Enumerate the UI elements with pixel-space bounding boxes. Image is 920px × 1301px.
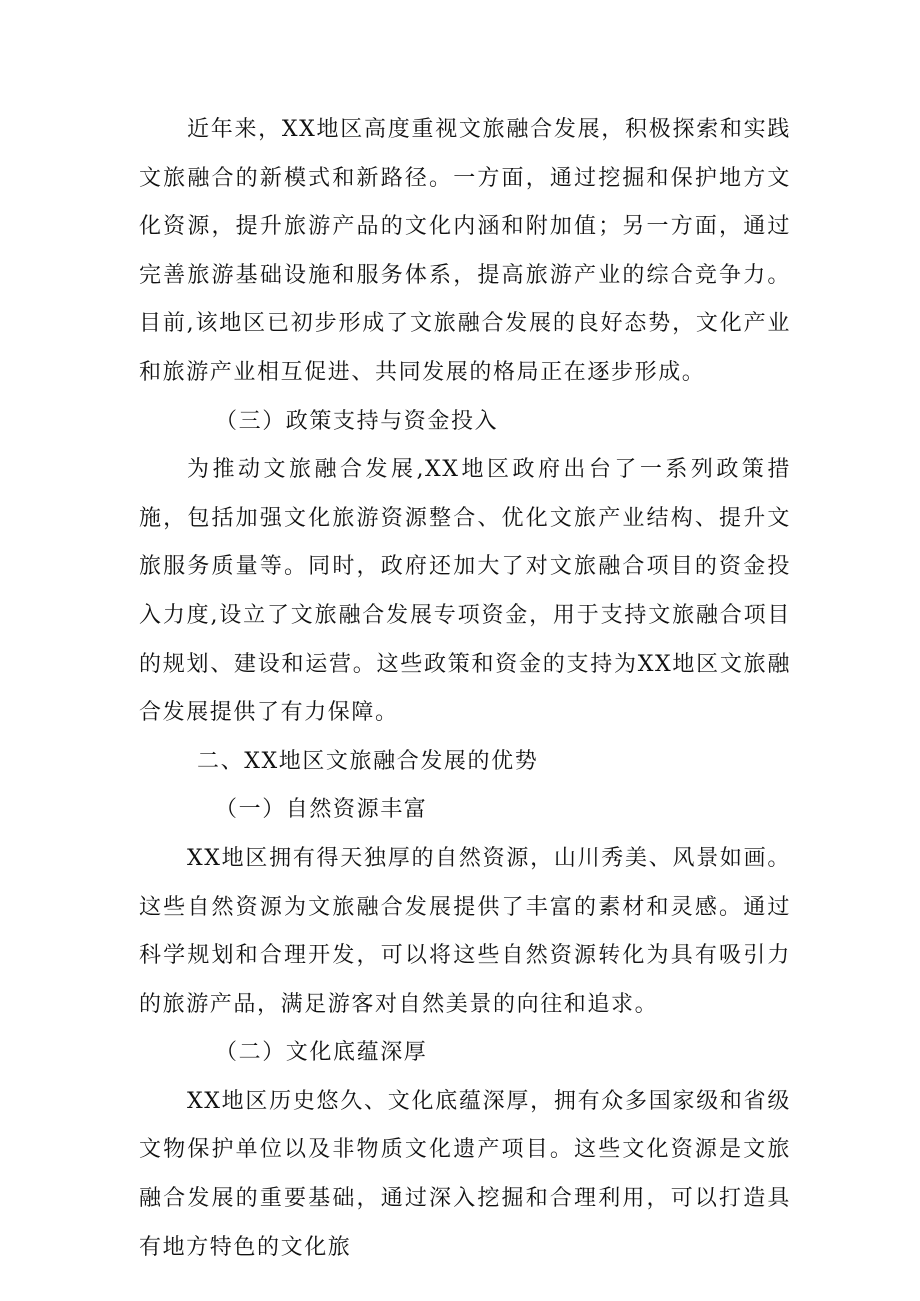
paragraph-natural-resources: XX地区拥有得天独厚的自然资源，山川秀美、风景如画。这些自然资源为文旅融合发展提供了丰富的素材和灵感。通过科学规划和合理开发，可以将这些自然资源转化为具有吸引力的旅游产品，满足游客对自然美景的向往和追求。 xyxy=(139,845,791,1017)
section-heading-advantages: 二、XX地区文旅融合发展的优势 xyxy=(197,748,539,774)
subheading-cultural-heritage: （二）文化底蕴深厚 xyxy=(215,1040,428,1066)
subheading-policy-support: （三）政策支持与资金投入 xyxy=(215,408,499,434)
document-body xyxy=(139,106,791,1272)
paragraph-policy-support: 为推动文旅融合发展,XX地区政府出台了一系列政策措施，包括加强文化旅游资源整合、优化文旅产业结构、提升文旅服务质量等。同时，政府还加大了对文旅融合项目的资金投入力度,设立了文旅融合发展专项资金，用于支持文旅融合项目的规划、建设和运营。这些政策和资金的支持为XX地区文旅融合发展提供了有力保障。 xyxy=(139,457,791,726)
paragraph-current-status: 近年来，XX地区高度重视文旅融合发展，积极探索和实践文旅融合的新模式和新路径。一方面，通过挖掘和保护地方文化资源，提升旅游产品的文化内涵和附加值；另一方面，通过完善旅游基础设施和服务体系，提高旅游产业的综合竞争力。目前,该地区已初步形成了文旅融合发展的良好态势，文化产业和旅游产业相互促进、共同发展的格局正在逐步形成。 xyxy=(139,117,791,385)
subheading-natural-resources: （一）自然资源丰富 xyxy=(215,797,428,823)
paragraph-cultural-heritage: XX地区历史悠久、文化底蕴深厚，拥有众多国家级和省级文物保护单位以及非物质文化遗产项目。这些文化资源是文旅融合发展的重要基础，通过深入挖掘和合理利用，可以打造具有地方特色的文化旅 xyxy=(139,1088,791,1260)
